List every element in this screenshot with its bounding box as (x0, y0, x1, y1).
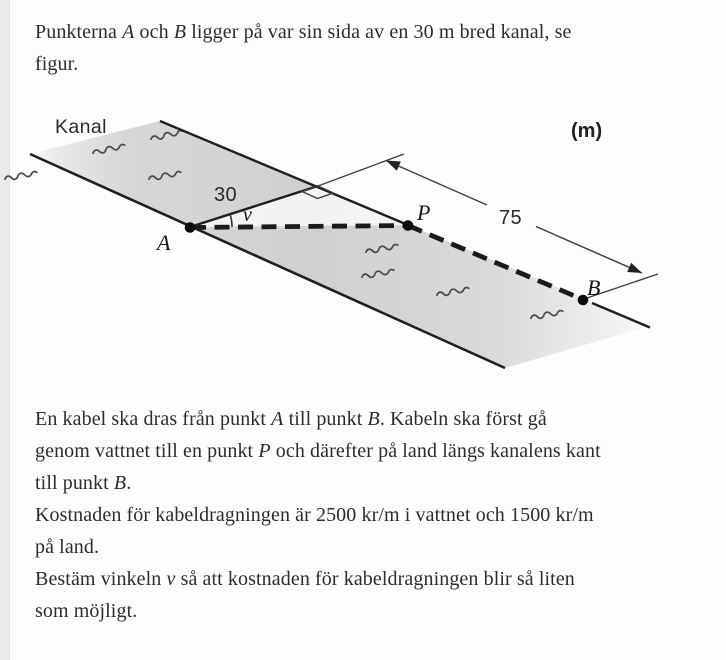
point-a-label: A (157, 230, 171, 255)
text-line (35, 499, 720, 531)
text-segment: En kabel ska dras från punkt (35, 408, 272, 430)
intro-text (35, 16, 720, 80)
math-variable: B (113, 472, 127, 494)
math-variable: P (258, 440, 271, 462)
dimension-line-75-b (536, 227, 642, 274)
canal-water (30, 121, 650, 368)
math-variable: A (271, 408, 284, 430)
distance-75-label: 75 (499, 207, 523, 229)
problem-text (35, 403, 720, 627)
point-p-dot (403, 220, 414, 231)
text-line (35, 467, 720, 499)
math-variable: v (166, 568, 176, 590)
arrowhead-up-left-icon (386, 161, 401, 171)
text-segment: Bestäm vinkeln (35, 568, 167, 590)
width-30-label: 30 (214, 184, 238, 206)
text-segment: som möjligt. (35, 600, 138, 622)
math-variable: A (122, 21, 135, 43)
text-line (35, 403, 720, 435)
math-variable: B (173, 21, 187, 43)
text-segment: figur. (35, 53, 79, 75)
text-segment: och därefter på land längs kanalens kant (270, 440, 601, 462)
arrowhead-down-right-icon (627, 263, 642, 273)
canal-figure (0, 110, 726, 390)
text-segment: Kostnaden för kabeldragningen är 2500 kr/m i vattnet och 1500 kr/m (35, 504, 594, 526)
text-segment: ligger på var sin sida av en 30 m bred kanal, se (186, 21, 572, 43)
text-line (35, 563, 720, 595)
canal-diagram-svg (0, 110, 726, 390)
text-line (35, 531, 720, 563)
text-segment: . Kabeln ska först gå (379, 408, 547, 430)
text-segment: Punkterna (35, 21, 123, 43)
text-line (35, 595, 720, 627)
text-segment: genom vattnet till en punkt (35, 440, 259, 462)
text-line (35, 435, 720, 467)
text-line (35, 16, 720, 48)
point-p-label: P (417, 200, 431, 225)
ripple-icon (4, 170, 38, 181)
text-line (35, 48, 720, 80)
point-a-dot (185, 222, 196, 233)
text-segment: . (126, 472, 132, 494)
text-segment: till punkt (283, 408, 368, 430)
extension-line-foot (318, 154, 404, 186)
point-b-label: B (587, 275, 601, 300)
text-segment: till punkt (35, 472, 114, 494)
math-variable: B (367, 408, 380, 430)
dimension-line-75-a (386, 161, 487, 206)
text-segment: och (134, 21, 174, 43)
unit-label: (m) (571, 120, 603, 142)
canal-label: Kanal (55, 116, 107, 138)
angle-v-label: v (243, 204, 252, 226)
text-segment: så att kostnaden för kabeldragningen blir så liten (175, 568, 575, 590)
text-segment: på land. (35, 536, 100, 558)
